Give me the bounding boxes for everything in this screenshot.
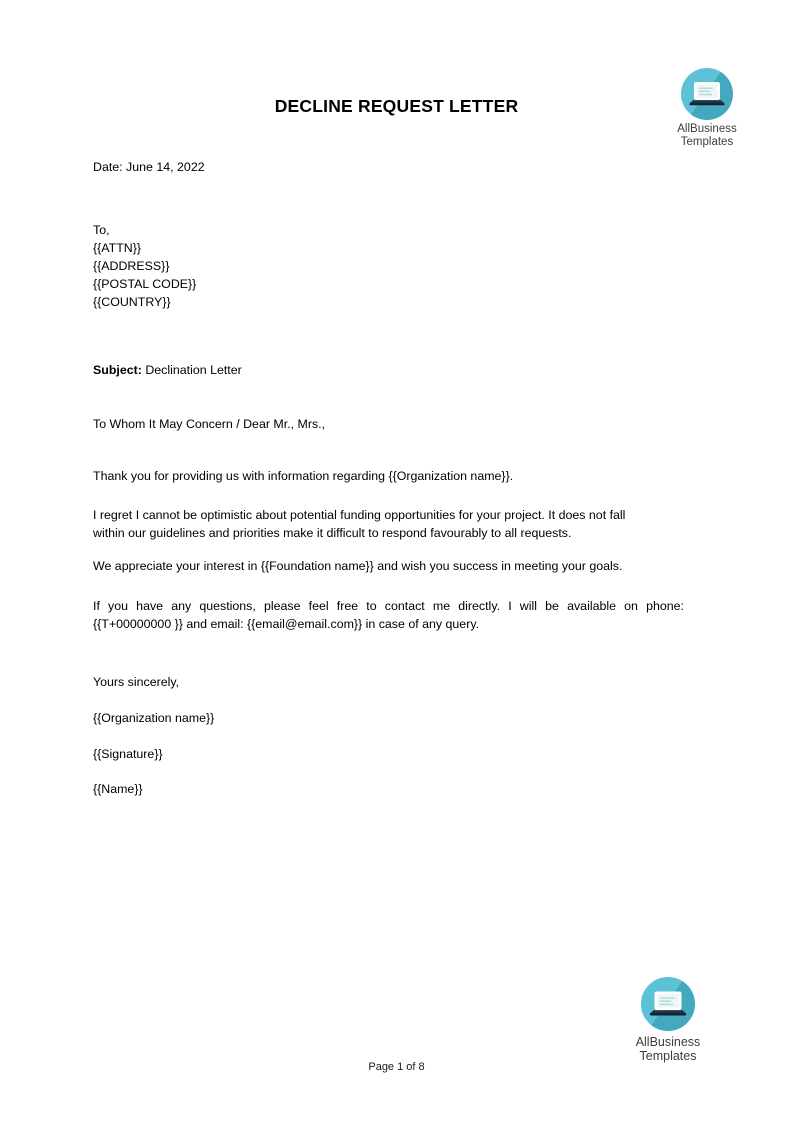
logo-line-1: AllBusiness (635, 1035, 701, 1049)
page-title: DECLINE REQUEST LETTER (274, 96, 519, 116)
paragraph-line: {{T+00000000 }} and email: {{email@email.com}} in case of any query. (93, 617, 480, 632)
address-postal-code: {{POSTAL CODE}} (93, 277, 197, 292)
name-placeholder: {{Name}} (93, 782, 143, 796)
logo-circle (641, 977, 695, 1031)
closing-sign-off (93, 676, 684, 688)
subject-value: Declination Letter (145, 363, 242, 377)
signature-placeholder: {{Signature}} (93, 747, 163, 761)
address-country: {{COUNTRY}} (93, 295, 171, 310)
address-to: To, (93, 223, 110, 237)
body-paragraph-2 (93, 506, 684, 542)
date-line (93, 161, 684, 173)
logo-line-2: Templates (680, 135, 734, 148)
salutation-text: To Whom It May Concern / Dear Mr., Mrs., (93, 417, 326, 431)
closing-organization (93, 712, 684, 724)
paragraph-line: I regret I cannot be optimistic about potential funding opportunities for your project. It does not fall (93, 508, 626, 522)
salutation (93, 418, 684, 430)
paragraph-text: Thank you for providing us with information regarding {{Organization name}}. (93, 469, 514, 483)
body-paragraph-4 (93, 597, 684, 633)
paragraph-line: If you have any questions, please feel free to contact me directly. I will be available on phone: (93, 599, 684, 613)
subject-row (93, 364, 684, 376)
laptop-icon (641, 977, 695, 1031)
organization-placeholder: {{Organization name}} (93, 711, 215, 725)
closing-name (93, 783, 684, 795)
subject-label: Subject: (93, 363, 142, 377)
body-paragraph-3 (93, 560, 684, 572)
subject-line (93, 364, 684, 376)
logo-line-2: Templates (639, 1049, 697, 1063)
logo-wordmark (663, 123, 751, 149)
brand-logo-footer (623, 977, 713, 1063)
body-paragraph-1 (93, 470, 684, 482)
address-attn: {{ATTN}} (93, 241, 141, 256)
closing-signature (93, 748, 684, 760)
sign-off-text: Yours sincerely, (93, 675, 180, 689)
address-street: {{ADDRESS}} (93, 259, 170, 274)
logo-wordmark (623, 1035, 713, 1063)
paragraph-line: within our guidelines and priorities make it difficult to respond favourably to all requests. (93, 526, 572, 541)
date-text: Date: June 14, 2022 (93, 160, 205, 174)
paragraph-text: We appreciate your interest in {{Foundation name}} and wish you success in meeting your goals. (93, 559, 623, 573)
page-footer: Page 1 of 8 (368, 1061, 425, 1073)
recipient-address-block (93, 221, 684, 311)
logo-line-1: AllBusiness (677, 123, 737, 135)
